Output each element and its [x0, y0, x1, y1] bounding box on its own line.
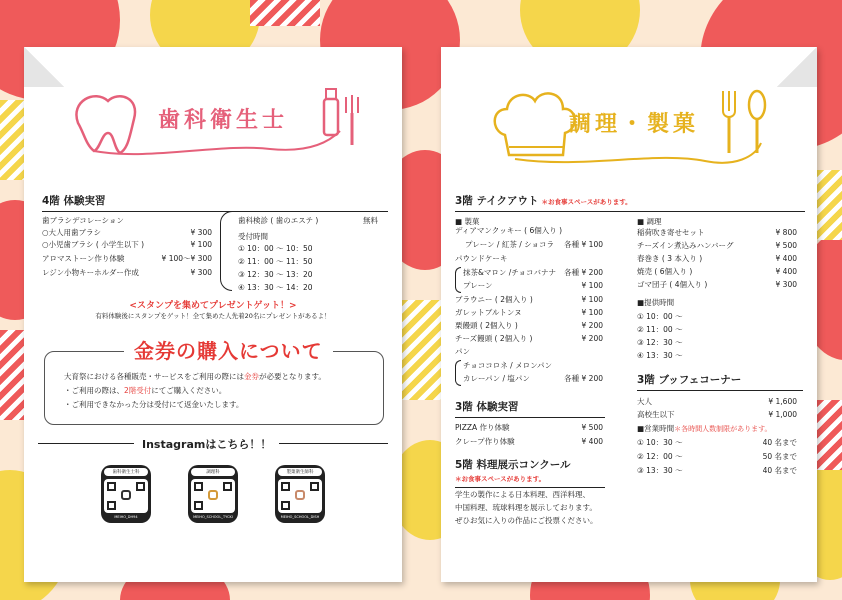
- voucher-line: ・ご利用できなかった分は受付にて返金いたします。: [64, 400, 244, 409]
- list-item: ガレットブルトンヌ ¥ 100: [455, 308, 603, 317]
- instagram-title: Instagramはこちら！！: [134, 436, 279, 452]
- department-title: 歯科衛生士: [158, 108, 289, 133]
- list-item: カレーパン / 塩パン 各種 ¥ 200: [463, 374, 603, 383]
- time-slot: ② 11：00 ～ 11：50: [238, 257, 313, 266]
- list-item: クレープ作り体験 ¥ 400: [455, 437, 603, 446]
- voucher-title: 金券の購入について: [124, 335, 333, 364]
- list-item: ゴマ団子 ( 4個入り ) ¥ 300: [637, 280, 797, 289]
- list-item: PIZZA 作り体験 ¥ 500: [455, 423, 603, 432]
- contest-text: ぜひお気に入りの作品にご投票ください。: [455, 516, 598, 525]
- list-item: ○小児歯ブラシ ( 小学生以下 ) ¥ 100: [42, 240, 212, 249]
- list-item: 春巻き ( 3 本入り ) ¥ 400: [637, 254, 797, 263]
- voucher-line: ・ご利用の際は、2階受付にてご購入ください。: [64, 386, 227, 395]
- category-label: ■営業時間＊各時間人数制限があります。: [637, 424, 772, 433]
- section-heading: 3階 体験実習: [455, 399, 605, 418]
- instagram-qr-code[interactable]: 調理科 MEIHO_SCHOOL_TYCKI: [188, 465, 238, 523]
- section-heading: 5階 料理展示コンクール ＊お食事スペースがあります。: [455, 457, 605, 488]
- list-item: 大人 ¥ 1,600: [637, 397, 797, 406]
- list-item: ブラウニー ( 2個入り ) ¥ 100: [455, 295, 603, 304]
- brace-divider: [455, 360, 461, 386]
- list-item: ① 10：30 ～ 40 名まで: [637, 438, 797, 447]
- qr-icon: [104, 479, 148, 513]
- list-item: ② 12：00 ～ 50 名まで: [637, 452, 797, 461]
- section-heading: 3階 テイクアウト ＊お食事スペースがあります。: [455, 193, 805, 212]
- list-item: ③ 13：30 ～ 40 名まで: [637, 466, 797, 475]
- list-item: チーズイン煮込みハンバーグ ¥ 500: [637, 241, 797, 250]
- list-item: チョココロネ / メロンパン: [463, 361, 553, 370]
- time-slot: ① 10：00 ～ 10：50: [238, 244, 313, 253]
- list-item: プレーン / 紅茶 / ショコラ 各種 ¥ 100: [465, 240, 603, 249]
- section-heading: 4階 体験実習: [42, 193, 388, 212]
- stamp-title: <スタンプを集めてプレゼントゲット！>: [129, 301, 297, 311]
- instagram-qr-code[interactable]: 歯科衛生士科 MEIHO_DH94: [101, 465, 151, 523]
- time-slot: ① 10：00 ～: [637, 312, 683, 321]
- list-item: パウンドケーキ: [455, 254, 508, 263]
- time-slot: ④ 13：30 ～ 14：20: [238, 283, 313, 292]
- instagram-qr-code[interactable]: 製菓衛生師科 MEIHO_SCHOOL_DISH: [275, 465, 325, 523]
- list-item: プレーン ¥ 100: [463, 281, 603, 290]
- time-slot: ③ 12：30 ～ 13：20: [238, 270, 313, 279]
- page-fold: [24, 47, 64, 87]
- brace-divider: [455, 267, 461, 293]
- time-slot: ② 11：00 ～: [637, 325, 683, 334]
- list-item: 焼売 ( 6個入り ) ¥ 400: [637, 267, 797, 276]
- qr-icon: [191, 479, 235, 513]
- list-item: ○大人用歯ブラシ ¥ 300: [42, 228, 212, 237]
- list-item: レジン小物キーホルダー作成 ¥ 300: [42, 268, 212, 277]
- category-label: ■ 調理: [637, 217, 662, 226]
- reception-label: 受付時間: [238, 232, 268, 241]
- list-item: 高校生以下 ¥ 1,000: [637, 410, 797, 419]
- voucher-line: 大育祭における各種販売・サービスをご利用の際には金券が必要となります。: [64, 372, 326, 381]
- section-heading: 3階 ブッフェコーナー: [637, 372, 803, 391]
- list-item: 抹茶&マロン /チョコバナナ 各種 ¥ 200: [463, 268, 603, 277]
- qr-icon: [278, 479, 322, 513]
- brace-divider: [220, 211, 232, 291]
- list-item: 歯ブラシデコレーション: [42, 216, 124, 225]
- stamp-text: 有料体験後にスタンプをゲット！全て集めた人先着20名にプレゼントがあるよ！: [95, 312, 331, 320]
- category-label: ■ 製菓: [455, 217, 480, 226]
- list-item: チーズ饅頭 ( 2個入り ) ¥ 200: [455, 334, 603, 343]
- dental-hygienist-panel: [24, 47, 402, 582]
- checkup-item: 歯科検診 ( 歯のエステ ) 無料: [238, 216, 378, 225]
- list-item: 稲荷吹き寄せセット ¥ 800: [637, 228, 797, 237]
- list-item: ディアマンクッキー ( 6個入り ): [455, 226, 563, 235]
- category-label: ■提供時間: [637, 298, 675, 307]
- contest-text: 中国料理、琉球料理を展示しております。: [455, 503, 597, 512]
- time-slot: ③ 12：30 ～: [637, 338, 683, 347]
- list-item: アロマストーン作り体験 ¥ 100～¥ 300: [42, 254, 212, 263]
- time-slot: ④ 13：30 ～: [637, 351, 683, 360]
- department-title: 調理・製菓: [569, 112, 700, 137]
- cooking-confectionery-panel: [441, 47, 817, 582]
- list-item: パン: [455, 347, 470, 356]
- contest-text: 学生の製作による日本料理、西洋料理、: [455, 490, 590, 499]
- list-item: 栗饅頭 ( 2個入り ) ¥ 200: [455, 321, 603, 330]
